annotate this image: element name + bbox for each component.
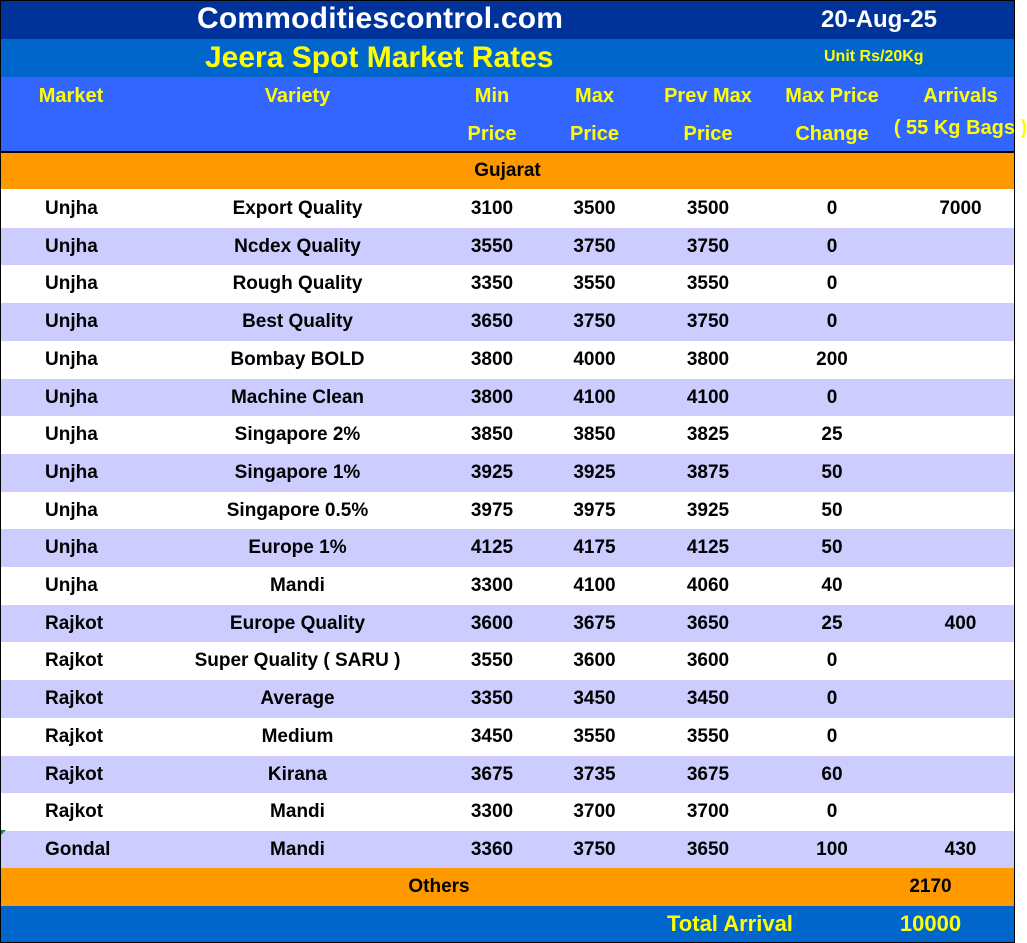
table-row xyxy=(1,379,1014,417)
cell-market: Unjha xyxy=(45,311,98,333)
cell-change: 0 xyxy=(826,198,838,219)
cell-max: 3700 xyxy=(573,801,616,823)
cell-min: 3360 xyxy=(470,838,514,860)
cell-max: 3750 xyxy=(573,838,616,860)
cell-change: 200 xyxy=(816,348,848,370)
cell-arrivals xyxy=(907,416,1014,454)
title-bar xyxy=(1,1,1014,39)
cell-change: 50 xyxy=(821,461,843,483)
cell-max: 3975 xyxy=(573,499,616,521)
cell-min: 3350 xyxy=(470,273,514,295)
cell-min: 3350 xyxy=(470,688,514,710)
cell-min: 3450 xyxy=(470,725,514,747)
table-row xyxy=(1,303,1014,341)
header-prev-max-price: Prev Max Price xyxy=(664,85,752,145)
cell-variety: Average xyxy=(260,688,335,710)
header-min-price: Min Price xyxy=(467,85,517,145)
cell-max: 3450 xyxy=(573,688,616,710)
cell-variety: Mandi xyxy=(270,801,325,823)
cell-min: 3675 xyxy=(470,763,514,785)
total-value: 10000 xyxy=(899,911,962,936)
cell-variety: Super Quality ( SARU ) xyxy=(194,650,401,672)
header-max-price-change: Max Price Change xyxy=(785,85,879,145)
cell-change: 60 xyxy=(821,763,843,785)
unit-label: Unit Rs/20Kg xyxy=(824,48,924,65)
cell-change: 0 xyxy=(826,273,838,295)
cell-max: 3600 xyxy=(573,650,616,672)
cell-arrivals xyxy=(907,680,1014,718)
site-title: Commoditiescontrol.com xyxy=(197,2,564,35)
cell-market: Unjha xyxy=(45,537,98,559)
cell-max: 3500 xyxy=(573,198,616,219)
cell-change: 0 xyxy=(826,725,838,747)
table-row xyxy=(1,680,1014,718)
cell-max: 3675 xyxy=(573,612,616,634)
cell-variety: Best Quality xyxy=(242,311,353,333)
cell-market: Rajkot xyxy=(45,763,104,785)
total-row xyxy=(1,906,1014,942)
cell-prev: 3650 xyxy=(686,612,730,634)
cell-min: 4125 xyxy=(470,537,514,559)
table-row xyxy=(1,605,1014,643)
table-row xyxy=(1,190,1014,228)
cell-market: Unjha xyxy=(45,273,98,295)
cell-change: 0 xyxy=(826,688,838,710)
table-row xyxy=(1,265,1014,303)
cell-arrivals xyxy=(907,454,1014,492)
cell-min: 3925 xyxy=(470,461,514,483)
cell-market: Rajkot xyxy=(45,801,104,823)
subtitle-bar xyxy=(1,39,1014,77)
cell-variety: Europe 1% xyxy=(248,537,347,559)
table-row xyxy=(1,341,1014,379)
cell-min: 3550 xyxy=(470,235,514,257)
section-header-gujarat xyxy=(1,151,1014,189)
cell-change: 0 xyxy=(826,386,838,408)
cell-comment-marker-icon xyxy=(1,830,6,835)
cell-max: 3550 xyxy=(573,725,616,747)
cell-variety: Rough Quality xyxy=(232,273,363,295)
cell-min: 3550 xyxy=(470,650,514,672)
cell-variety: Machine Clean xyxy=(230,386,365,408)
cell-arrivals xyxy=(907,718,1014,756)
table-row xyxy=(1,454,1014,492)
column-header-row xyxy=(1,77,1027,151)
cell-change: 50 xyxy=(821,537,843,559)
cell-market: Rajkot xyxy=(45,688,104,710)
cell-arrivals: 400 xyxy=(944,612,977,634)
cell-market: Unjha xyxy=(45,461,98,483)
cell-market: Gondal xyxy=(45,838,111,860)
cell-max: 4100 xyxy=(573,386,616,408)
cell-max: 4175 xyxy=(573,537,616,559)
cell-market: Unjha xyxy=(45,348,98,370)
cell-prev: 3875 xyxy=(686,461,730,483)
table-row xyxy=(1,567,1014,605)
cell-max: 3750 xyxy=(573,311,616,333)
table-row xyxy=(1,831,1014,869)
cell-change: 50 xyxy=(821,499,843,521)
report-date: 20-Aug-25 xyxy=(821,6,938,33)
cell-min: 3300 xyxy=(470,801,514,823)
cell-variety: Singapore 2% xyxy=(234,424,361,446)
cell-prev: 3550 xyxy=(686,273,730,295)
header-variety: Variety xyxy=(264,85,331,107)
cell-change: 0 xyxy=(826,801,838,823)
cell-max: 3735 xyxy=(573,763,616,785)
cell-max: 3550 xyxy=(573,273,616,295)
cell-arrivals xyxy=(907,265,1014,303)
cell-prev: 3750 xyxy=(686,235,730,257)
table-row xyxy=(1,718,1014,756)
cell-market: Unjha xyxy=(45,386,98,408)
header-arrivals: Arrivals ( 55 Kg Bags ) xyxy=(893,85,1027,139)
table-row xyxy=(1,756,1014,794)
cell-arrivals: 430 xyxy=(944,838,977,860)
cell-max: 4100 xyxy=(573,575,616,596)
cell-market: Rajkot xyxy=(45,612,104,634)
cell-arrivals xyxy=(907,379,1014,417)
table-row xyxy=(1,529,1014,567)
cell-change: 25 xyxy=(821,424,843,446)
cell-min: 3300 xyxy=(470,575,514,596)
cell-variety: Bombay BOLD xyxy=(230,348,365,370)
cell-min: 3100 xyxy=(470,198,514,219)
cell-prev: 3550 xyxy=(686,725,730,747)
cell-market: Unjha xyxy=(45,499,98,521)
cell-market: Unjha xyxy=(45,575,98,596)
cell-prev: 3450 xyxy=(686,688,730,710)
cell-prev: 3600 xyxy=(686,650,730,672)
cell-arrivals xyxy=(907,642,1014,680)
cell-prev: 4125 xyxy=(686,537,730,559)
cell-prev: 4100 xyxy=(686,386,730,408)
cell-prev: 3925 xyxy=(686,499,730,521)
cell-min: 3600 xyxy=(470,612,514,634)
header-market: Market xyxy=(38,85,104,107)
cell-change: 25 xyxy=(821,612,843,634)
cell-change: 0 xyxy=(826,235,838,257)
cell-market: Rajkot xyxy=(45,725,104,747)
cell-max: 3750 xyxy=(573,235,616,257)
cell-variety: Europe Quality xyxy=(229,612,366,634)
others-label: Others xyxy=(408,876,470,897)
cell-min: 3975 xyxy=(470,499,514,521)
others-value: 2170 xyxy=(909,876,952,897)
cell-variety: Kirana xyxy=(267,763,328,785)
total-label: Total Arrival xyxy=(667,911,793,936)
cell-variety: Ncdex Quality xyxy=(234,235,361,257)
cell-min: 3850 xyxy=(470,424,514,446)
table-row xyxy=(1,416,1014,454)
cell-arrivals xyxy=(907,303,1014,341)
cell-change: 0 xyxy=(826,650,838,672)
cell-arrivals xyxy=(907,529,1014,567)
cell-max: 4000 xyxy=(573,348,616,370)
cell-variety: Mandi xyxy=(270,838,325,860)
cell-change: 40 xyxy=(821,575,843,596)
cell-min: 3650 xyxy=(470,311,514,333)
section-label: Gujarat xyxy=(474,160,541,181)
table-row xyxy=(1,228,1014,266)
cell-change: 100 xyxy=(816,838,848,860)
cell-variety: Mandi xyxy=(270,575,325,596)
cell-prev: 3650 xyxy=(686,838,730,860)
cell-market: Unjha xyxy=(45,235,98,257)
cell-min: 3800 xyxy=(470,348,514,370)
cell-arrivals xyxy=(907,567,1014,605)
others-row xyxy=(1,868,1014,906)
cell-arrivals: 7000 xyxy=(939,198,982,219)
header-max-price: Max Price xyxy=(570,85,619,145)
cell-change: 0 xyxy=(826,311,838,333)
cell-market: Unjha xyxy=(45,198,98,219)
cell-market: Unjha xyxy=(45,424,98,446)
cell-variety: Export Quality xyxy=(232,198,363,219)
cell-prev: 3675 xyxy=(686,763,730,785)
cell-variety: Singapore 1% xyxy=(234,461,361,483)
cell-arrivals xyxy=(907,228,1014,266)
cell-prev: 3700 xyxy=(686,801,730,823)
cell-arrivals xyxy=(907,793,1014,831)
cell-prev: 3750 xyxy=(686,311,730,333)
cell-arrivals xyxy=(907,756,1014,794)
table-row xyxy=(1,642,1014,680)
cell-prev: 3800 xyxy=(686,348,730,370)
cell-max: 3850 xyxy=(573,424,616,446)
cell-prev: 4060 xyxy=(686,575,730,596)
table-row xyxy=(1,492,1014,530)
table-row xyxy=(1,793,1014,831)
cell-prev: 3500 xyxy=(686,198,730,219)
cell-arrivals xyxy=(907,341,1014,379)
report-title: Jeera Spot Market Rates xyxy=(205,41,554,74)
cell-min: 3800 xyxy=(470,386,514,408)
cell-arrivals xyxy=(907,492,1014,530)
cell-variety: Singapore 0.5% xyxy=(226,499,369,521)
cell-max: 3925 xyxy=(573,461,616,483)
cell-prev: 3825 xyxy=(686,424,730,446)
cell-market: Rajkot xyxy=(45,650,104,672)
cell-variety: Medium xyxy=(261,725,334,747)
